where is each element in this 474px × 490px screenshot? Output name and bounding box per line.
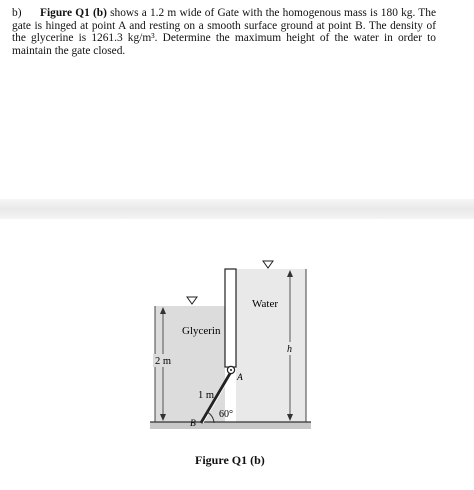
glycerin-surface-icon	[187, 297, 197, 304]
water-surface-icon	[263, 261, 273, 268]
dim-2m-label: 2 m	[155, 356, 172, 367]
hinge-a-center	[230, 369, 232, 371]
height-label: h	[287, 344, 292, 355]
question-label: b)	[12, 7, 22, 19]
dim-1m-label: 1 m	[198, 390, 215, 401]
figure-caption: Figure Q1 (b)	[195, 453, 265, 467]
ground	[150, 422, 311, 429]
angle-label: 60°	[219, 409, 233, 420]
glycerin-label: Glycerin	[182, 325, 221, 337]
point-a-label: A	[237, 373, 243, 383]
figure-reference: Figure Q1 (b)	[40, 7, 107, 19]
water-label: Water	[252, 298, 278, 310]
partition-wall	[225, 269, 236, 367]
point-b-label: B	[190, 419, 196, 429]
question-body: shows a 1.2 m wide of Gate with the homogenous mass is 180 kg. The gate is hinged at point A and resting on a smooth surface ground at point B. The density of the glycerine is 1261.3 kg/m³. Determine the maximum height of the water in order to maintain the gate closed.	[12, 7, 436, 57]
